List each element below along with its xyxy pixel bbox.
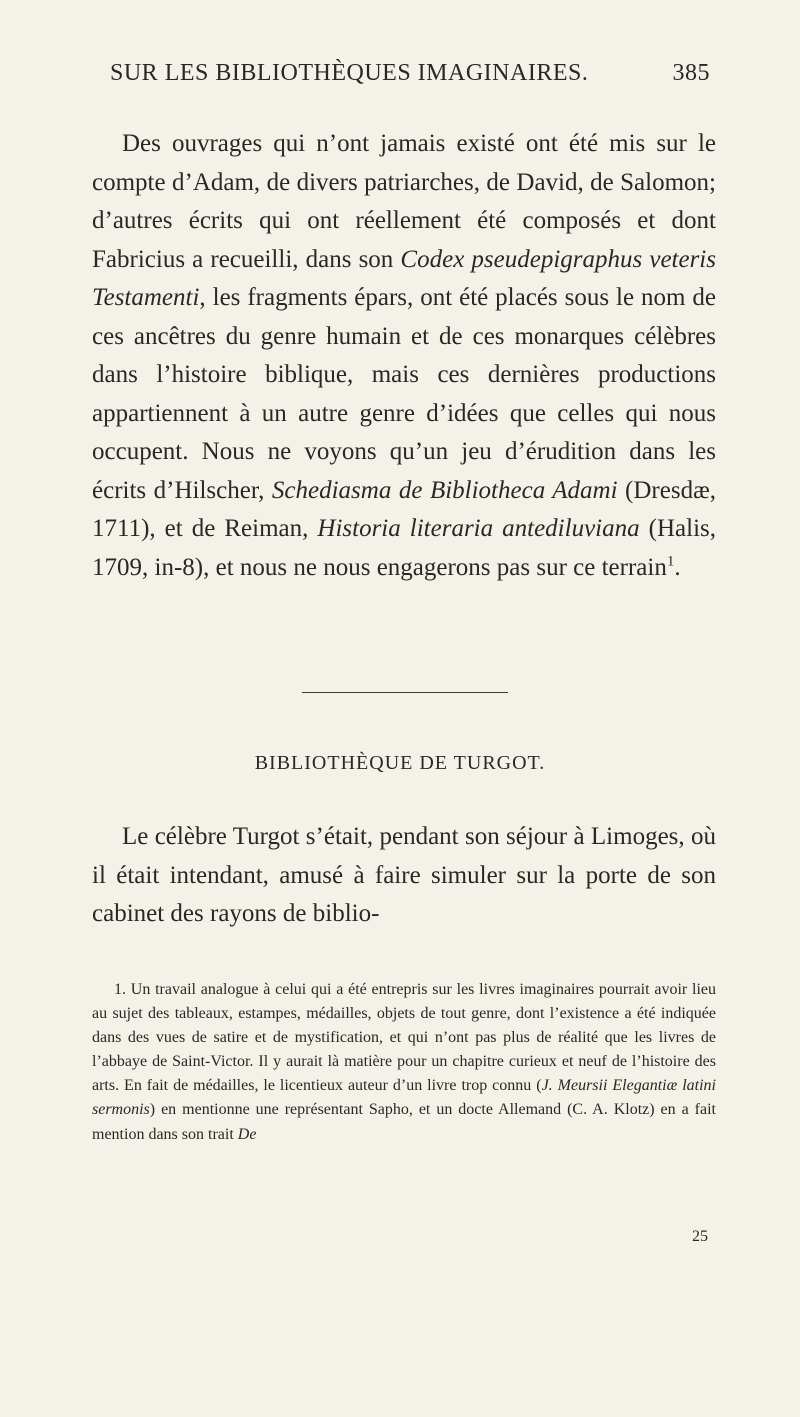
text-run: , les fragments épars, ont été placés sous le nom de ces ancêtres du genre humain et de ces monarques célèbres dans l’histoire biblique, mais ces dernières productions appartiennent à un autre genre d’idées que celles qui nous occupent. Nous ne voyons qu’un jeu d’érudition dans les écrits d’Hilscher, [92,284,716,504]
italic-title-historia: Historia literaria antediluviana [317,515,640,542]
italic-title-codex: Codex pseudepigraphus veteris Testamenti [92,245,716,311]
italic-title-meursii: J. Meursii Elegantiæ latini sermonis [92,1077,716,1119]
page-number: 385 [672,60,710,86]
signature-mark: 25 [692,1228,708,1245]
text-run: Un travail analogue à celui qui a été entrepris sur les livres imaginaires pourrait avoir lieu au sujet des tableaux, estampes, médailles, objets de tout genre, dont l’existence a été indiquée dans des vues de satire et de mystification, et qui n’ont pas plus de réalité que les livres de l’abbaye de Saint-Victor. Il y aurait là matière pour un chapitre curieux et neuf de l’histoire des arts. En fait de médailles, le licentieux auteur d’un livre trop connu ( [92,981,716,1095]
running-head-title: SUR LES BIBLIOTHÈQUES IMAGINAIRES. [110,60,589,86]
footnote-number: 1. [114,981,126,998]
italic-word-de: De [237,1125,257,1143]
section-divider [302,692,508,693]
footnote [92,978,716,1147]
text-run: (Dresdæ, 1711), et de Reiman, [92,476,716,542]
italic-title-schediasma: Schediasma de Bibliotheca Adami [271,476,618,504]
section-heading: BIBLIOTHÈQUE DE TURGOT. [254,752,546,774]
footnote-text [92,978,716,1147]
paragraph-1 [92,125,716,587]
text-run: (Halis, 1709, in-8), et nous ne nous engagerons pas sur ce terrain [92,515,716,581]
main-paragraph [92,125,716,587]
text-run: ) en mentionne une représentant Sapho, et un docte Allemand (C. A. Klotz) en a fait mention dans son trait [92,1101,716,1143]
footnote-reference: 1 [666,553,675,570]
text-run: . [674,553,681,581]
section-paragraph [92,818,716,934]
text-run: Des ouvrages qui n’ont jamais existé ont été mis sur le compte d’Adam, de divers patriarches, de David, de Salomon; d’autres écrits qui ont réellement été composés et dont Fabricius a recueilli, dans son [92,130,716,273]
section-paragraph-text: Le célèbre Turgot s’était, pendant son séjour à Limoges, où il était intendant, amusé à faire simuler sur la porte de son cabinet des rayons de biblio- [92,823,716,927]
